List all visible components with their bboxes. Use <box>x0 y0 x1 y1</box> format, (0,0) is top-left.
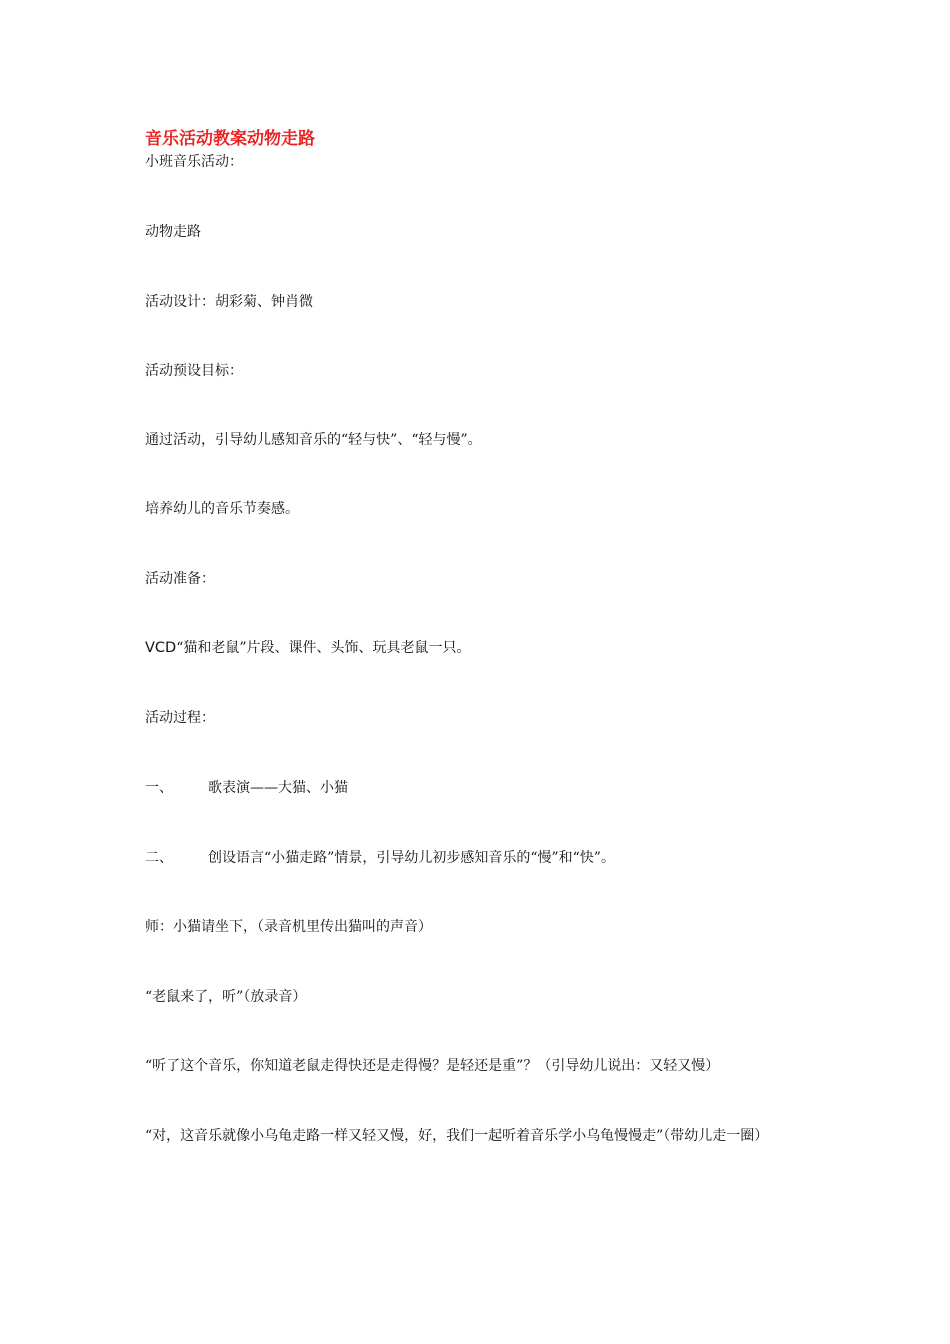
list-marker-2: 二、 <box>145 850 173 866</box>
list-marker-1: 一、 <box>145 780 173 796</box>
paragraph-designers: 活动设计：胡彩菊、钟肖微 <box>145 294 313 310</box>
paragraph-question: “听了这个音乐，你知道老鼠走得快还是走得慢？是轻还是重”？（引导幼儿说出：又轻又慢） <box>145 1058 720 1074</box>
paragraph-mouse-coming: “老鼠来了，听”（放录音） <box>145 989 307 1005</box>
prep-prefix: VCD <box>145 640 177 656</box>
paragraph-goals-heading: 活动预设目标： <box>145 363 243 379</box>
paragraph-prep-items <box>145 638 471 658</box>
paragraph-teacher-line: 师：小猫请坐下，（录音机里传出猫叫的声音） <box>145 919 432 935</box>
paragraph-activity-name: 动物走路 <box>145 224 201 240</box>
paragraph-goal-2: 培养幼儿的音乐节奏感。 <box>145 501 299 517</box>
list-item-2-text: 创设语言“小猫走路”情景，引导幼儿初步感知音乐的“慢”和“快”。 <box>208 850 615 866</box>
paragraph-class-type: 小班音乐活动： <box>145 154 243 170</box>
paragraph-process-heading: 活动过程： <box>145 710 215 726</box>
list-item-1 <box>145 778 348 798</box>
paragraph-goal-1: 通过活动，引导幼儿感知音乐的“轻与快”、“轻与慢”。 <box>145 432 482 448</box>
paragraph-prep-heading: 活动准备： <box>145 571 215 587</box>
list-item-1-text: 歌表演——大猫、小猫 <box>208 780 348 796</box>
paragraph-turtle-walk: “对，这音乐就像小乌龟走路一样又轻又慢，好，我们一起听着音乐学小乌龟慢慢走”（带幼儿走一圈） <box>145 1128 769 1144</box>
list-item-2 <box>145 848 615 868</box>
prep-items-text: “猫和老鼠”片段、课件、头饰、玩具老鼠一只。 <box>176 640 471 656</box>
document-title: 音乐活动教案动物走路 <box>145 129 315 149</box>
